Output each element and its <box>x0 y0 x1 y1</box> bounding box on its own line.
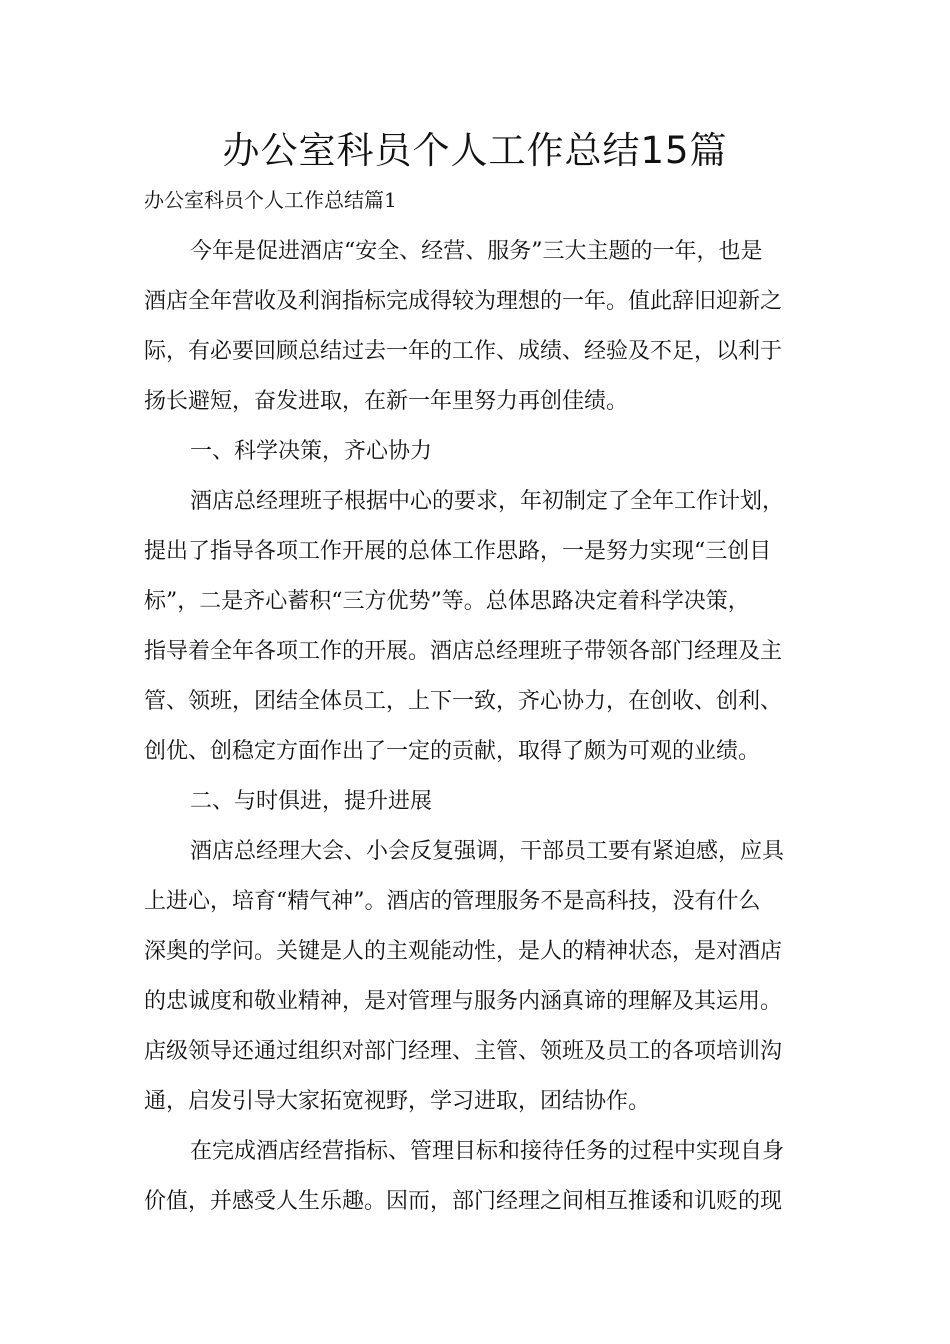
paragraph-line: 提出了指导各项工作开展的总体工作思路，一是努力实现“三创目 <box>144 539 772 564</box>
paragraph-line: 际，有必要回顾总结过去一年的工作、成绩、经验及不足，以利于 <box>144 339 783 364</box>
section-subheading: 二、与时俱进，提升进展 <box>190 789 433 814</box>
paragraph-line: 通，启发引导大家拓宽视野，学习进取，团结协作。 <box>144 1089 651 1114</box>
paragraph-line: 标”，二是齐心蓄积“三方优势”等。总体思路决定着科学决策， <box>144 589 750 614</box>
paragraph-line: 的忠诚度和敬业精神，是对管理与服务内涵真谛的理解及其运用。 <box>144 989 783 1014</box>
paragraph-line: 酒店全年营收及利润指标完成得较为理想的一年。值此辞旧迎新之 <box>144 289 783 314</box>
section-subheading: 一、科学决策，齐心协力 <box>190 439 433 464</box>
paragraph-line: 指导着全年各项工作的开展。酒店总经理班子带领各部门经理及主 <box>144 639 783 664</box>
paragraph-line: 深奥的学问。关键是人的主观能动性，是人的精神状态，是对酒店 <box>144 939 783 964</box>
paragraph-line: 酒店总经理大会、小会反复强调，干部员工要有紧迫感，应具 <box>190 839 785 864</box>
paragraph-line: 酒店总经理班子根据中心的要求，年初制定了全年工作计划， <box>190 489 785 514</box>
section-heading: 办公室科员个人工作总结篇1 <box>144 188 397 212</box>
paragraph-line: 上进心，培育“精气神”。酒店的管理服务不是高科技，没有什么 <box>144 889 761 914</box>
paragraph-line: 管、领班，团结全体员工，上下一致，齐心协力，在创收、创利、 <box>144 689 783 714</box>
document-title: 办公室科员个人工作总结15篇 <box>222 129 728 172</box>
paragraph-line: 扬长避短，奋发进取，在新一年里努力再创佳绩。 <box>144 389 629 414</box>
paragraph-line: 店级领导还通过组织对部门经理、主管、领班及员工的各项培训沟 <box>144 1039 783 1064</box>
paragraph-line: 在完成酒店经营指标、管理目标和接待任务的过程中实现自身 <box>190 1139 785 1164</box>
paragraph-line: 今年是促进酒店“安全、经营、服务”三大主题的一年，也是 <box>190 239 763 264</box>
paragraph-line: 创优、创稳定方面作出了一定的贡献，取得了颇为可观的业绩。 <box>144 739 761 764</box>
paragraph-line: 价值，并感受人生乐趣。因而，部门经理之间相互推诿和讥贬的现 <box>144 1189 783 1214</box>
